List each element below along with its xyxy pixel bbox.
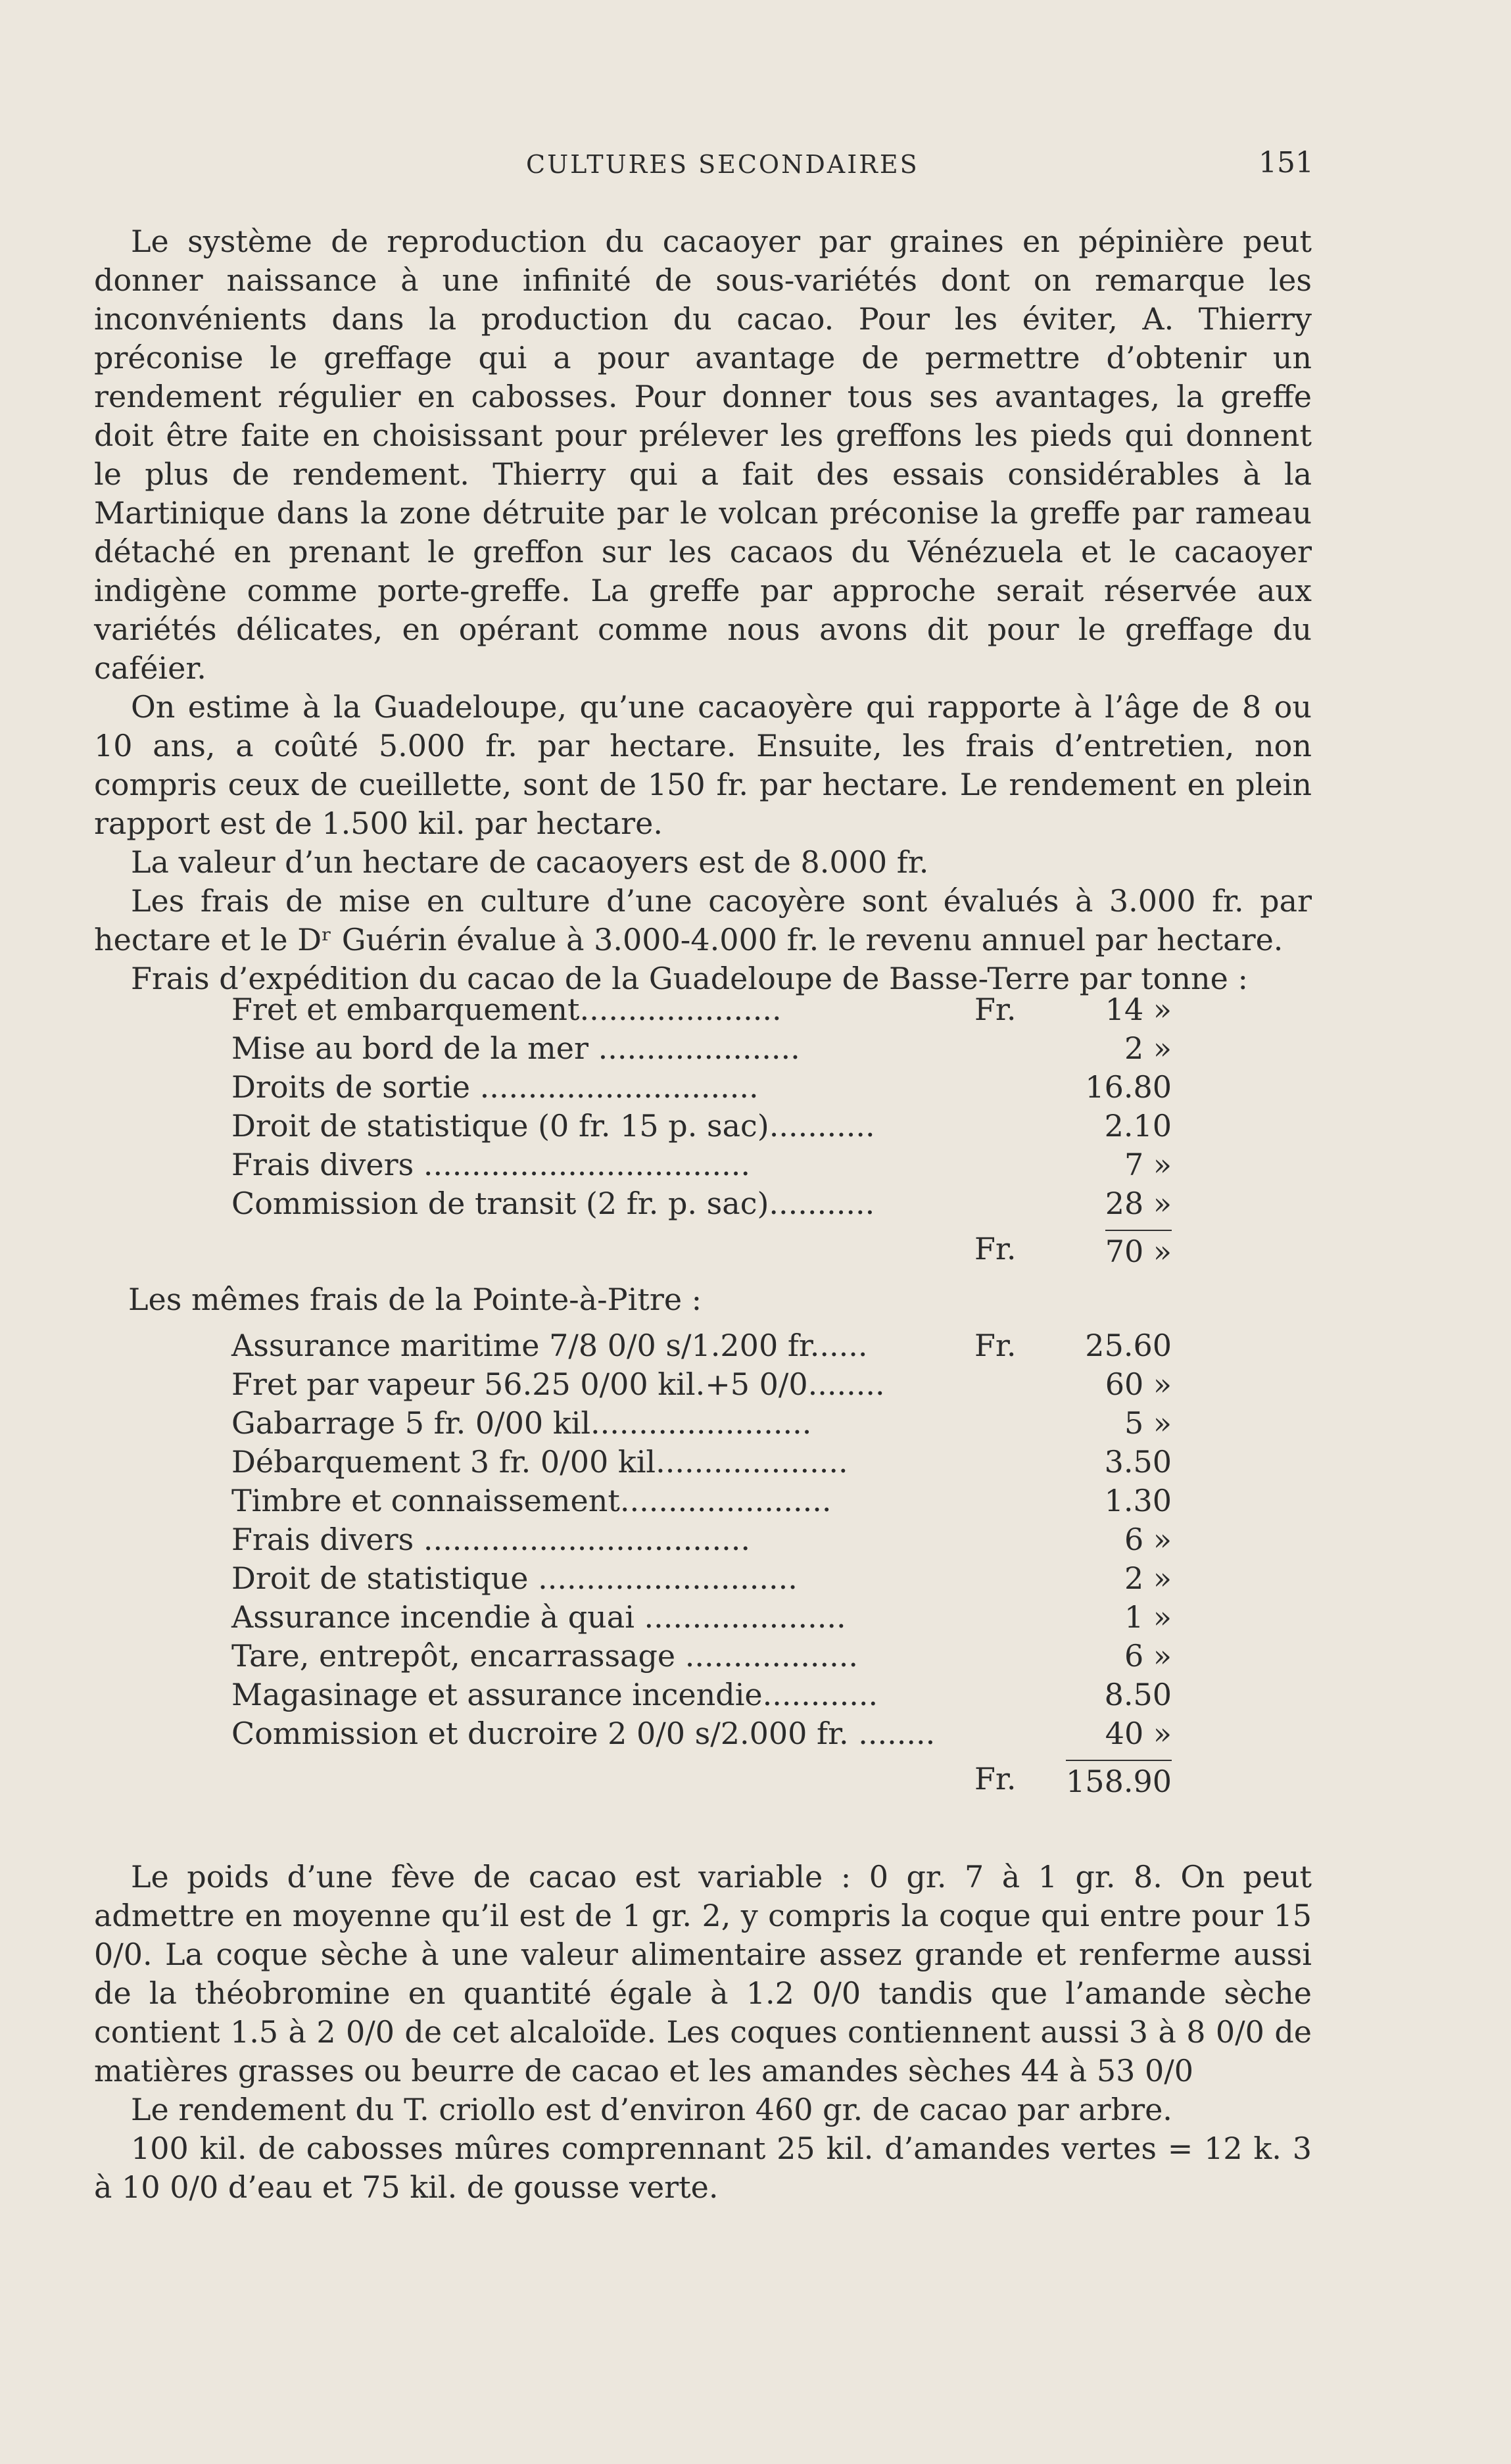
cost-value: 28 »	[1105, 1186, 1172, 1221]
cost-value: 2.10	[1104, 1108, 1172, 1144]
cost-label: Débarquement 3 fr. 0/00 kil....................	[231, 1444, 848, 1480]
bottom-text-block	[94, 1858, 1312, 2207]
cost-label: Tare, entrepôt, encarrassage ..................	[231, 1638, 858, 1674]
currency: Fr.	[974, 992, 1017, 1027]
table-row	[231, 1520, 1172, 1559]
paragraph-hectare-value: La valeur d’un hectare de cacaoyers est de 8.000 fr.	[131, 844, 929, 880]
cost-value: 5 »	[1124, 1405, 1172, 1441]
cost-label: Fret et embarquement.....................	[231, 992, 782, 1027]
currency: Fr.	[974, 1231, 1017, 1267]
pointe-a-pitre-intro: Les mêmes frais de la Pointe-à-Pitre :	[128, 1282, 702, 1317]
cost-label: Gabarrage 5 fr. 0/00 kil.......................	[231, 1405, 812, 1441]
cost-value: 3.50	[1104, 1444, 1172, 1480]
running-header	[526, 146, 1314, 185]
cost-value: 25.60	[1085, 1328, 1172, 1363]
paragraph-setup-cost: Les frais de mise en culture d’une cacoyère sont évalués à 3.000 fr. par hectare et le Dʳ Guérin évalue à 3.000-4.000 fr. le revenu annuel par hectare.	[94, 883, 1312, 957]
table-row	[231, 1482, 1172, 1520]
running-title: CULTURES SECONDAIRES	[526, 150, 919, 179]
cost-value: 2 »	[1124, 1030, 1172, 1066]
table-row	[231, 1714, 1172, 1753]
cost-value: 7 »	[1124, 1147, 1172, 1182]
cost-label: Droit de statistique (0 fr. 15 p. sac)...........	[231, 1108, 875, 1144]
table-row	[231, 1326, 1172, 1365]
cost-label: Droits de sortie .............................	[231, 1069, 759, 1105]
cost-label: Frais divers ..................................	[231, 1147, 751, 1182]
cost-value: 1.30	[1104, 1483, 1172, 1518]
cost-value: 8.50	[1104, 1677, 1172, 1712]
cost-value: 16.80	[1085, 1069, 1172, 1105]
table-row	[231, 1443, 1172, 1482]
pointe-a-pitre-cost-table	[231, 1326, 1172, 1799]
cost-value: 2 »	[1124, 1560, 1172, 1596]
table-row	[231, 1029, 1172, 1068]
cost-label: Commission et ducroire 2 0/0 s/2.000 fr. ........	[231, 1716, 936, 1751]
table-row	[231, 1404, 1172, 1443]
cost-value: 1 »	[1124, 1599, 1172, 1635]
paragraph-cost-guadeloupe: On estime à la Guadeloupe, qu’une cacaoyère qui rapporte à l’âge de 8 ou 10 ans, a coûté 5.000 fr. par hectare. Ensuite, les frais d’entretien, non compris ceux de cueillette, sont de 150 fr. par hectare. Le rendement en plein rapport est de 1.500 kil. par hectare.	[94, 689, 1312, 841]
table-row	[231, 1107, 1172, 1146]
cost-value: 6 »	[1124, 1638, 1172, 1674]
cost-value: 6 »	[1124, 1522, 1172, 1557]
cost-value: 14 »	[1105, 992, 1172, 1027]
cost-label: Assurance incendie à quai .....................	[231, 1599, 846, 1635]
basse-terre-cost-table	[231, 990, 1172, 1268]
cost-label: Mise au bord de la mer .....................	[231, 1030, 800, 1066]
table-row	[231, 1184, 1172, 1223]
table-row	[231, 1676, 1172, 1714]
currency: Fr.	[974, 1761, 1017, 1797]
cost-value: 60 »	[1105, 1366, 1172, 1402]
page-number: 151	[1259, 146, 1314, 180]
table-row	[231, 1598, 1172, 1637]
table-total-row	[231, 1230, 1172, 1268]
table-row	[231, 990, 1172, 1029]
table-total-row	[231, 1760, 1172, 1799]
cost-label: Frais divers ..................................	[231, 1522, 751, 1557]
cost-label: Assurance maritime 7/8 0/0 s/1.200 fr......	[231, 1328, 868, 1363]
paragraph-greffage: Le système de reproduction du cacaoyer par graines en pépinière peut donner naissance à une infinité de sous-variétés dont on remarque les inconvénients dans la production du cacao. Pour les éviter, A. Thierry préconise le greffage qui a pour avantage de permettre d’obtenir un rendement régulier en cabosses. Pour donner tous ses avantages, la greffe doit être faite en choisissant pour prélever les greffons les pieds qui donnent le plus de rendement. Thierry qui a fait des essais considérables à la Martinique dans la zone détruite par le volcan préconise la greffe par rameau détaché en prenant le greffon sur les cacaos du Vénézuela et le cacaoyer indigène comme porte-greffe. La greffe par approche serait réservée aux variétés délicates, en opérant comme nous avons dit pour le greffage du caféier.	[94, 224, 1312, 686]
cost-value: 40 »	[1105, 1716, 1172, 1751]
cost-label: Droit de statistique ...........................	[231, 1560, 798, 1596]
paragraph-shipping-intro: Frais d’expédition du cacao de la Guadeloupe de Basse-Terre par tonne :	[131, 961, 1248, 996]
table-row	[231, 1637, 1172, 1676]
cost-label: Timbre et connaissement......................	[231, 1483, 832, 1518]
table-row	[231, 1365, 1172, 1404]
currency: Fr.	[974, 1328, 1017, 1363]
total-value: 70 »	[1105, 1230, 1172, 1271]
cost-label: Commission de transit (2 fr. p. sac)...........	[231, 1186, 875, 1221]
table-row	[231, 1068, 1172, 1107]
total-value: 158.90	[1066, 1760, 1172, 1801]
paragraph-cabosses-ratio: 100 kil. de cabosses mûres comprennant 25 kil. d’amandes vertes = 12 k. 3 à 10 0/0 d’eau et 75 kil. de gousse verte.	[94, 2131, 1312, 2205]
top-text-block	[94, 222, 1312, 998]
cost-label: Fret par vapeur 56.25 0/00 kil.+5 0/0........	[231, 1366, 885, 1402]
table-row	[231, 1146, 1172, 1184]
paragraph-yield-criollo: Le rendement du T. criollo est d’environ 460 gr. de cacao par arbre.	[131, 2092, 1172, 2127]
cost-label: Magasinage et assurance incendie............	[231, 1677, 878, 1712]
paragraph-bean-weight: Le poids d’une fève de cacao est variable : 0 gr. 7 à 1 gr. 8. On peut admettre en moyenne qu’il est de 1 gr. 2, y compris la coque qui entre pour 15 0/0. La coque sèche à une valeur alimentaire assez grande et renferme aussi de la théobromine en quantité égale à 1.2 0/0 tandis que l’amande sèche contient 1.5 à 2 0/0 de cet alcaloïde. Les coques contiennent aussi 3 à 8 0/0 de matières grasses ou beurre de cacao et les amandes sèches 44 à 53 0/0	[94, 1859, 1312, 2089]
table-row	[231, 1559, 1172, 1598]
